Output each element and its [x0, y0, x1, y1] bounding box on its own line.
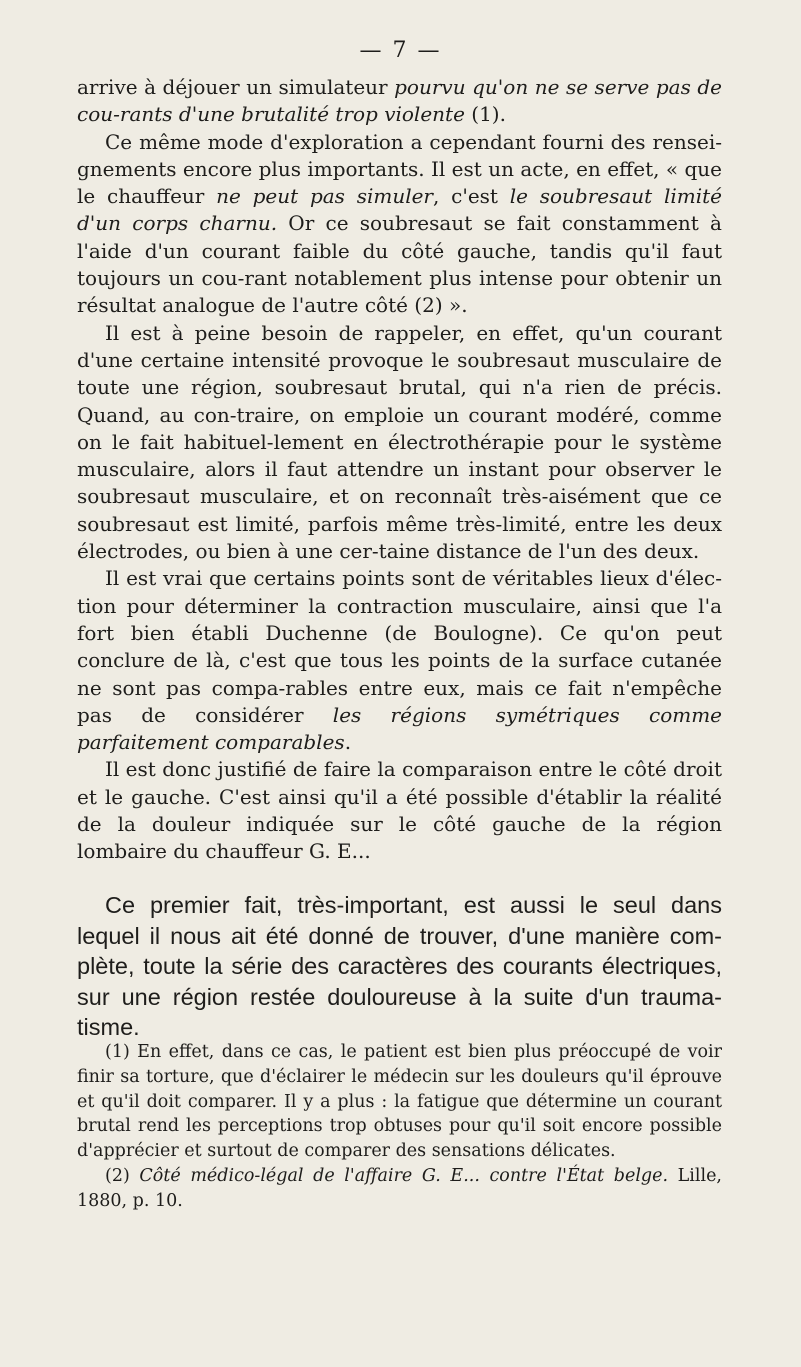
text-span: (1). — [464, 102, 506, 127]
italic-span: pourvu qu'on ne se serve pas de cou-rants d'une brutalité trop violente — [77, 75, 722, 127]
text-span: Lille, 1880, p. 10. — [77, 1165, 722, 1211]
text-span: Il est donc justifié de faire la comparaison entre le côté droit et le gauche. C'est ainsi qu'il a été possible d'établir la réalité de la douleur indiquée sur le côté gauche de la région lombaire du chauffeur G. E... — [77, 757, 722, 864]
italic-span: ne peut pas simuler — [216, 184, 433, 209]
paragraph-4 — [77, 565, 722, 756]
emphasis-paragraph — [77, 890, 722, 1043]
paragraph-1 — [77, 74, 722, 129]
italic-span: les régions symétriques comme parfaitement comparables — [77, 702, 722, 755]
text-span: , c'est — [433, 184, 510, 209]
main-text — [77, 74, 722, 866]
footnote-2 — [77, 1164, 722, 1214]
text-span: (1) En effet, dans ce cas, le patient est bien plus préoccupé de voir finir sa torture, que d'éclairer le médecin sur les douleurs qu'il éprouve et qu'il doit comparer. Il y a plus : la fatigue que détermine un courant brutal rend les perceptions trop obtuses pour qu'il soit encore possible d'apprécier et surtout de comparer des sensations délicates. — [77, 1042, 722, 1162]
text-span: Il est vrai que certains points sont de véritables lieux d'élec-tion pour déterminer la contraction musculaire, ainsi que l'a fort bien établi Duchenne (de Boulogne). Ce qu'on peut conclure de là, c'est que tous les points de la surface cutanée ne sont pas compa-rables entre eux, mais ce fait n'empêche pas de considérer — [77, 566, 722, 727]
footnotes — [77, 1040, 722, 1214]
text-span: Ce même mode d'exploration a cependant fourni des rensei-gnements encore plus importants. Il est un acte, en effet, « que le chauffeur — [77, 129, 722, 209]
text-span: . — [344, 730, 352, 755]
text-span: arrive à déjouer un simulateur — [77, 75, 395, 99]
text-span: (2) — [105, 1165, 140, 1186]
paragraph-5 — [77, 756, 722, 865]
page-number: — 7 — — [359, 38, 442, 63]
text-span: Il est à peine besoin de rappeler, en effet, qu'un courant d'une certaine intensité provoque le soubresaut musculaire de toute une région, soubresaut brutal, qui n'a rien de précis. Quand, au con-traire, on emploie un courant modéré, comme on le fait habituel-lement en électrothérapie pour le système musculaire, alors il faut attendre un instant pour observer le soubresaut musculaire, et on reconnaît très-aisément que ce soubresaut est limité, parfois même très-limité, entre les deux électrodes, ou bien à une cer-taine distance de l'un des deux. — [77, 320, 722, 564]
paragraph-2 — [77, 129, 722, 320]
text-span: Or ce soubresaut se fait constamment à l'aide d'un courant faible du côté gauche, tandis qu'il faut toujours un cou-rant notablement plus intense pour obtenir un résultat analogue de l'autre côté (2) ». — [77, 211, 722, 318]
footnote-1 — [77, 1040, 722, 1164]
italic-span: le soubresaut limité d'un corps charnu. — [77, 184, 722, 236]
emphasis-text: Ce premier fait, très-important, est aussi le seul dans lequel il nous ait été donné de trouver, d'une manière com-plète, toute la série des caractères des courants électriques, sur une région restée douloureuse à la suite d'un trauma-tisme. — [77, 892, 722, 1040]
italic-span: Côté médico-légal de l'affaire G. E... contre l'État belge. — [139, 1165, 669, 1186]
paragraph-3 — [77, 320, 722, 566]
